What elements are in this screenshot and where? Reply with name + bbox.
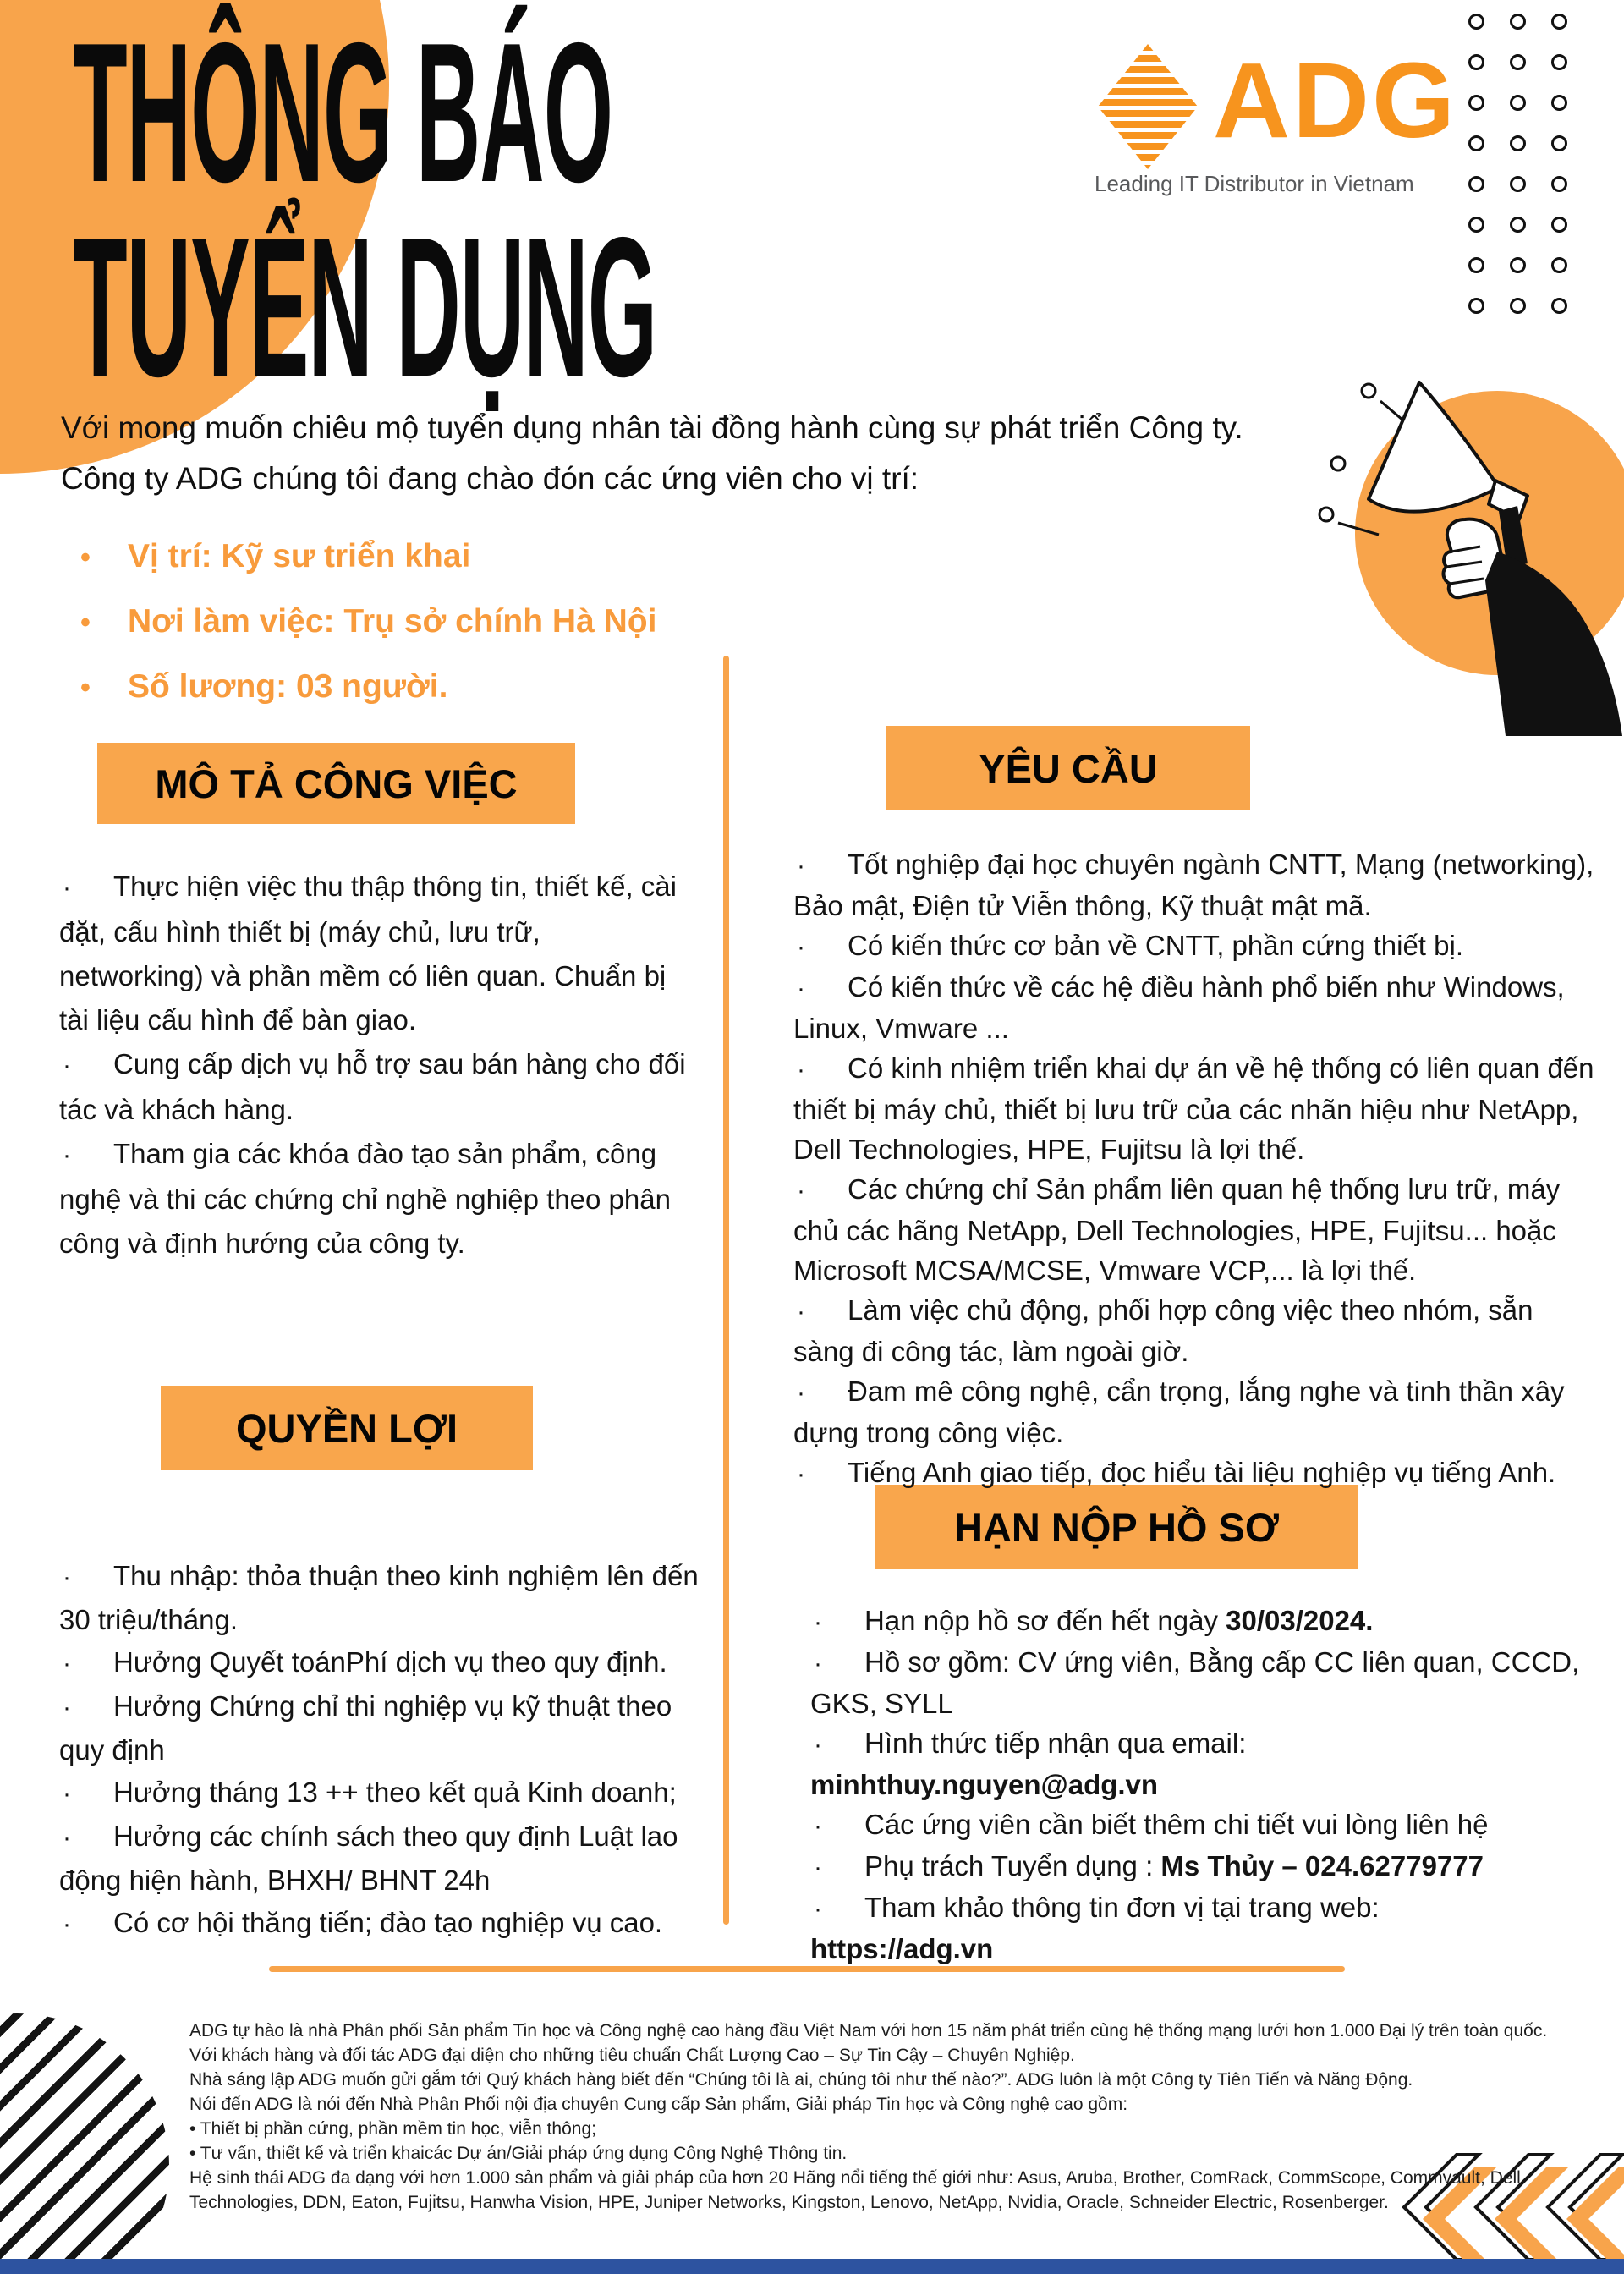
circle-dot-icon [1510, 217, 1526, 233]
bullet-marker: · [797, 852, 805, 880]
bullet-marker: · [797, 975, 805, 1002]
title-line-2: TUYỂN DỤNG [73, 195, 657, 418]
circle-dot-icon [1510, 95, 1526, 111]
circle-dot-icon [1551, 176, 1567, 192]
vertical-divider [723, 656, 729, 1925]
list-item: • Số lương: 03 người. [80, 655, 909, 720]
circle-dot-icon [1468, 176, 1484, 192]
list-item: · Làm việc chủ động, phối hợp công việc theo nhóm, sẵn sàng đi công tác, làm ngoài giờ. [793, 1290, 1599, 1371]
list-item: · Phụ trách Tuyển dụng : Ms Thủy – 024.62779777 [810, 1846, 1604, 1887]
circle-dot-icon [1510, 54, 1526, 70]
dots-grid-decoration [1468, 14, 1567, 314]
bullet-marker: · [63, 874, 71, 902]
bullet-marker: · [797, 1379, 805, 1407]
footer-paragraph: • Tư vấn, thiết kế và triển khaicác Dự án/Giải pháp ứng dụng Công Nghệ Thông tin. [189, 2144, 848, 2163]
logo-tagline: Leading IT Distributor in Vietnam [1095, 171, 1414, 196]
bullet-marker: · [814, 1731, 822, 1759]
bullet-marker: · [63, 1141, 71, 1169]
section-heading-job-description: MÔ TẢ CÔNG VIỆC [97, 743, 575, 824]
list-item: · Có kiến thức về các hệ điều hành phổ biến như Windows, Linux, Vmware ... [793, 967, 1599, 1048]
diagonal-stripes-decoration [0, 2013, 169, 2274]
deadline-list [810, 1601, 1604, 1969]
bullet-marker: · [63, 1910, 71, 1938]
bullet-marker: · [63, 1650, 71, 1678]
section-heading-deadline: HẠN NỘP HỒ SƠ [875, 1485, 1358, 1569]
bullet-marker: • [80, 607, 91, 639]
list-item: · Hồ sơ gồm: CV ứng viên, Bằng cấp CC liên quan, CCCD, GKS, SYLL [810, 1642, 1604, 1723]
intro-line-1: Với mong muốn chiêu mộ tuyển dụng nhân tài đồng hành cùng sự phát triển Công ty. [61, 410, 1243, 445]
list-item: · Tham khảo thông tin đơn vị tại trang web: [810, 1887, 1604, 1929]
bullet-marker: · [797, 1056, 805, 1084]
bullet-marker: · [63, 1563, 71, 1591]
list-item: · Tham gia các khóa đào tạo sản phẩm, công nghệ và thi các chứng chỉ nghề nghiệp theo phân công và định hướng của công ty. [59, 1132, 692, 1266]
logo-name: ADG [1213, 41, 1457, 160]
bullet-marker: · [63, 1824, 71, 1852]
footer-paragraph: ADG tự hào là nhà Phân phối Sản phẩm Tin học và Công nghệ cao hàng đầu Việt Nam với hơn 15 năm phát triển cùng hệ thống mạng lưới hơn 1.000 Đại lý trên toàn quốc. [189, 2021, 1548, 2041]
list-item: · Tiếng Anh giao tiếp, đọc hiểu tài liệu nghiệp vụ tiếng Anh. [793, 1453, 1599, 1494]
bullet-marker: · [814, 1650, 822, 1678]
footer-paragraph: Nói đến ADG là nói đến Nhà Phân Phối nội địa chuyên Cung cấp Sản phẩm, Giải pháp Tin học và Công nghệ cao gồm: [189, 2095, 1128, 2114]
circle-dot-icon [1468, 135, 1484, 151]
company-footer-text [189, 2019, 1560, 2215]
bullet-marker: · [63, 1780, 71, 1808]
circle-dot-icon [1551, 54, 1567, 70]
circle-dot-icon [1551, 217, 1567, 233]
list-item: minhthuy.nguyen@adg.vn [810, 1769, 1159, 1800]
circle-dot-icon [1551, 95, 1567, 111]
footer-paragraph: Với khách hàng và đối tác ADG đại diện cho những tiêu chuẩn Chất Lượng Cao – Sự Tin Cậy – Chuyên Nghiệp. [189, 2046, 1075, 2065]
bullet-marker: · [814, 1895, 822, 1923]
list-item: · Có kiến thức cơ bản về CNTT, phần cứng thiết bị. [793, 926, 1599, 967]
circle-dot-icon [1468, 298, 1484, 314]
circle-dot-icon [1551, 14, 1567, 30]
bullet-marker: · [63, 1694, 71, 1722]
list-item: · Hưởng Quyết toánPhí dịch vụ theo quy định. [59, 1641, 717, 1685]
list-item: · Hưởng tháng 13 ++ theo kết quả Kinh doanh; [59, 1771, 717, 1815]
bullet-marker: · [814, 1608, 822, 1636]
footer-paragraph: Hệ sinh thái ADG đa dạng với hơn 1.000 sản phẩm và giải pháp của hơn 20 Hãng nổi tiếng thế giới như: Asus, Aruba, Brother, ComRack, CommScope, Commvault, Dell Technologies, DDN, Eaton, Fujitsu, Hanwha Vision, HPE, Juniper Networks, Kingston, Lenovo, NetApp, Nvidia, Oracle, Schneider Electric, Rosenberger. [189, 2168, 1521, 2212]
bullet-marker: · [814, 1854, 822, 1881]
circle-dot-icon [1510, 176, 1526, 192]
footer-paragraph: Nhà sáng lập ADG muốn gửi gắm tới Quý khách hàng biết đến “Chúng tôi là ai, chúng tôi như thế nào?”. ADG luôn là một Công ty Tiên Tiến và Năng Động. [189, 2070, 1413, 2090]
list-item: · Các chứng chỉ Sản phẩm liên quan hệ thống lưu trữ, máy chủ các hãng NetApp, Dell Technologies, HPE, Fujitsu... hoặc Microsoft MCSA/MCSE, Vmware VCP,... là lợi thế. [793, 1169, 1599, 1290]
bullet-marker: • [80, 541, 91, 574]
list-item: · Tốt nghiệp đại học chuyên ngành CNTT, Mạng (networking), Bảo mật, Điện tử Viễn thông, Kỹ thuật mật mã. [793, 844, 1599, 926]
list-item: · Các ứng viên cần biết thêm chi tiết vui lòng liên hệ [810, 1804, 1604, 1846]
section-heading-requirements: YÊU CẦU [886, 726, 1250, 810]
page-title [73, 1, 1370, 418]
list-item: • Vị trí: Kỹ sư triển khai [80, 525, 909, 590]
list-item: · Thực hiện việc thu thập thông tin, thiết kế, cài đặt, cấu hình thiết bị (máy chủ, lưu trữ, networking) và phần mềm có liên quan. Chuẩn bị tài liệu cấu hình để bàn giao. [59, 865, 692, 1042]
bullet-marker: · [797, 1177, 805, 1205]
bullet-marker: · [797, 933, 805, 961]
bullet-marker: · [797, 1460, 805, 1488]
circle-dot-icon [1551, 257, 1567, 273]
circle-dot-icon [1468, 257, 1484, 273]
job-description-list [59, 865, 692, 1266]
circle-dot-icon [1551, 298, 1567, 314]
list-item: · Hưởng các chính sách theo quy định Luật lao động hiện hành, BHXH/ BHNT 24h [59, 1815, 717, 1902]
list-item: • Nơi làm việc: Trụ sở chính Hà Nội [80, 590, 909, 655]
list-item: · Đam mê công nghệ, cẩn trọng, lắng nghe và tinh thần xây dựng trong công việc. [793, 1371, 1599, 1453]
circle-dot-icon [1468, 14, 1484, 30]
benefits-list [59, 1555, 717, 1946]
list-item: · Hưởng Chứng chỉ thi nghiệp vụ kỹ thuật theo quy định [59, 1685, 717, 1771]
circle-dot-icon [1510, 135, 1526, 151]
bullet-marker: · [63, 1052, 71, 1079]
bottom-blue-bar [0, 2259, 1624, 2274]
list-item: · Thu nhập: thỏa thuận theo kinh nghiệm lên đến 30 triệu/tháng. [59, 1555, 717, 1641]
list-item: https://adg.vn [810, 1933, 994, 1964]
intro-text [61, 403, 1448, 504]
list-item: · Có kinh nhiệm triển khai dự án về hệ thống có liên quan đến thiết bị máy chủ, thiết bị lưu trữ của các nhãn hiệu như NetApp, Dell Technologies, HPE, Fujitsu là lợi thế. [793, 1048, 1599, 1169]
position-highlights-list [80, 525, 909, 720]
intro-line-2: Công ty ADG chúng tôi đang chào đón các ứng viên cho vị trí: [61, 461, 919, 496]
list-item: · Hạn nộp hồ sơ đến hết ngày 30/03/2024. [810, 1601, 1604, 1642]
title-line-1: THÔNG BÁO [73, 1, 613, 223]
circle-dot-icon [1551, 135, 1567, 151]
requirements-list [793, 844, 1599, 1494]
list-item: · Hình thức tiếp nhận qua email: [810, 1723, 1604, 1765]
circle-dot-icon [1468, 54, 1484, 70]
circle-dot-icon [1468, 95, 1484, 111]
footer-paragraph: • Thiết bị phần cứng, phần mềm tin học, viễn thông; [189, 2119, 596, 2139]
list-item: · Cung cấp dịch vụ hỗ trợ sau bán hàng cho đối tác và khách hàng. [59, 1042, 692, 1132]
bullet-marker: · [814, 1812, 822, 1840]
circle-dot-icon [1510, 298, 1526, 314]
circle-dot-icon [1510, 14, 1526, 30]
list-item: · Có cơ hội thăng tiến; đào tạo nghiệp vụ cao. [59, 1902, 717, 1946]
circle-dot-icon [1468, 217, 1484, 233]
bullet-marker: · [797, 1298, 805, 1326]
circle-dot-icon [1510, 257, 1526, 273]
section-heading-benefits: QUYỀN LỢI [161, 1386, 533, 1470]
bullet-marker: • [80, 672, 91, 704]
